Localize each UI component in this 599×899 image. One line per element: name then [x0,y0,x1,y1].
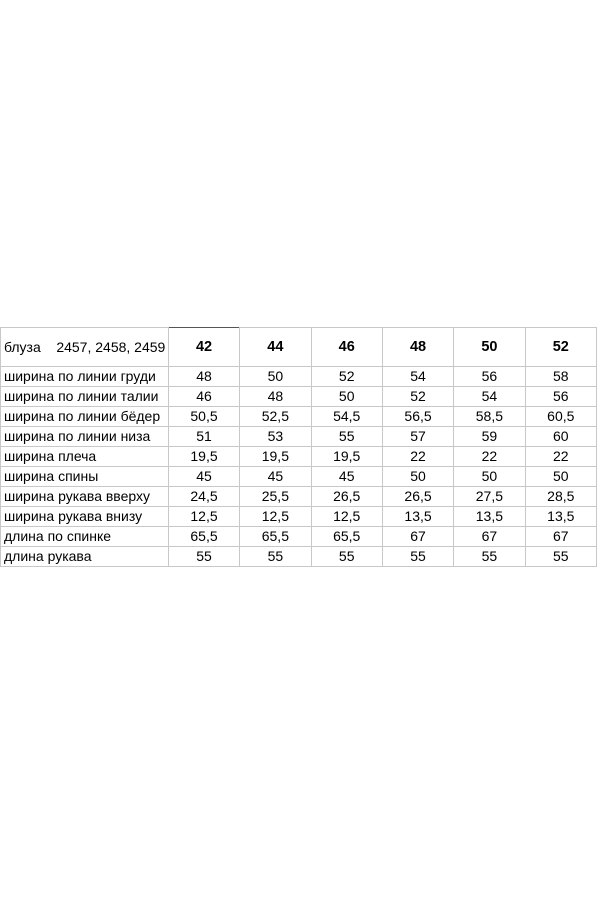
measurement-value: 55 [382,547,453,567]
size-chart [0,327,599,567]
measurement-value: 65,5 [311,527,382,547]
table-row [1,507,597,527]
size-header: 44 [240,328,311,367]
measurement-value: 46 [168,387,239,407]
measurement-value: 59 [454,427,525,447]
measurement-value: 52 [311,367,382,387]
measurement-value: 24,5 [168,487,239,507]
measurement-value: 55 [454,547,525,567]
measurement-value: 45 [311,467,382,487]
header-row [1,328,597,367]
table-body [1,367,597,567]
table-row [1,487,597,507]
measurement-value: 45 [168,467,239,487]
measurement-value: 55 [525,547,596,567]
measurement-value: 50 [454,467,525,487]
measurement-value: 52,5 [240,407,311,427]
measurement-value: 25,5 [240,487,311,507]
measurement-value: 54 [382,367,453,387]
measurement-value: 48 [168,367,239,387]
measurement-label: ширина по линии груди [1,367,169,387]
table-row [1,427,597,447]
table-row [1,527,597,547]
measurement-value: 28,5 [525,487,596,507]
measurement-label: ширина по линии низа [1,427,169,447]
measurement-value: 13,5 [454,507,525,527]
measurement-label: ширина плеча [1,447,169,467]
measurement-value: 19,5 [240,447,311,467]
measurement-value: 51 [168,427,239,447]
measurement-value: 50 [525,467,596,487]
measurement-label: ширина по линии талии [1,387,169,407]
size-header: 52 [525,328,596,367]
measurement-value: 27,5 [454,487,525,507]
measurement-value: 56,5 [382,407,453,427]
measurement-value: 60 [525,427,596,447]
size-header: 46 [311,328,382,367]
size-table [0,327,597,567]
measurement-value: 55 [240,547,311,567]
table-row [1,387,597,407]
table-row [1,367,597,387]
measurement-label: ширина спины [1,467,169,487]
measurement-value: 45 [240,467,311,487]
table-row [1,447,597,467]
measurement-value: 22 [525,447,596,467]
size-header: 50 [454,328,525,367]
measurement-label: ширина по линии бёдер [1,407,169,427]
table-row [1,467,597,487]
measurement-value: 56 [454,367,525,387]
measurement-value: 26,5 [311,487,382,507]
measurement-value: 60,5 [525,407,596,427]
measurement-value: 58 [525,367,596,387]
measurement-value: 54,5 [311,407,382,427]
measurement-value: 13,5 [382,507,453,527]
measurement-value: 67 [454,527,525,547]
measurement-value: 13,5 [525,507,596,527]
measurement-value: 58,5 [454,407,525,427]
measurement-value: 55 [168,547,239,567]
measurement-value: 50 [240,367,311,387]
table-row [1,547,597,567]
measurement-value: 53 [240,427,311,447]
measurement-label: длина по спинке [1,527,169,547]
measurement-value: 50,5 [168,407,239,427]
measurement-label: длина рукава [1,547,169,567]
product-label: блуза 2457, 2458, 2459 [1,328,169,367]
size-header: 48 [382,328,453,367]
measurement-value: 26,5 [382,487,453,507]
table-row [1,407,597,427]
table-header [1,328,597,367]
measurement-value: 48 [240,387,311,407]
measurement-value: 54 [454,387,525,407]
measurement-value: 65,5 [168,527,239,547]
measurement-value: 56 [525,387,596,407]
measurement-value: 67 [382,527,453,547]
measurement-value: 55 [311,547,382,567]
size-header: 42 [168,328,239,367]
measurement-value: 12,5 [168,507,239,527]
measurement-value: 52 [382,387,453,407]
measurement-value: 67 [525,527,596,547]
measurement-value: 19,5 [168,447,239,467]
measurement-value: 22 [454,447,525,467]
measurement-value: 12,5 [311,507,382,527]
measurement-label: ширина рукава внизу [1,507,169,527]
measurement-value: 55 [311,427,382,447]
measurement-label: ширина рукава вверху [1,487,169,507]
measurement-value: 19,5 [311,447,382,467]
measurement-value: 12,5 [240,507,311,527]
measurement-value: 57 [382,427,453,447]
measurement-value: 22 [382,447,453,467]
measurement-value: 65,5 [240,527,311,547]
measurement-value: 50 [311,387,382,407]
measurement-value: 50 [382,467,453,487]
